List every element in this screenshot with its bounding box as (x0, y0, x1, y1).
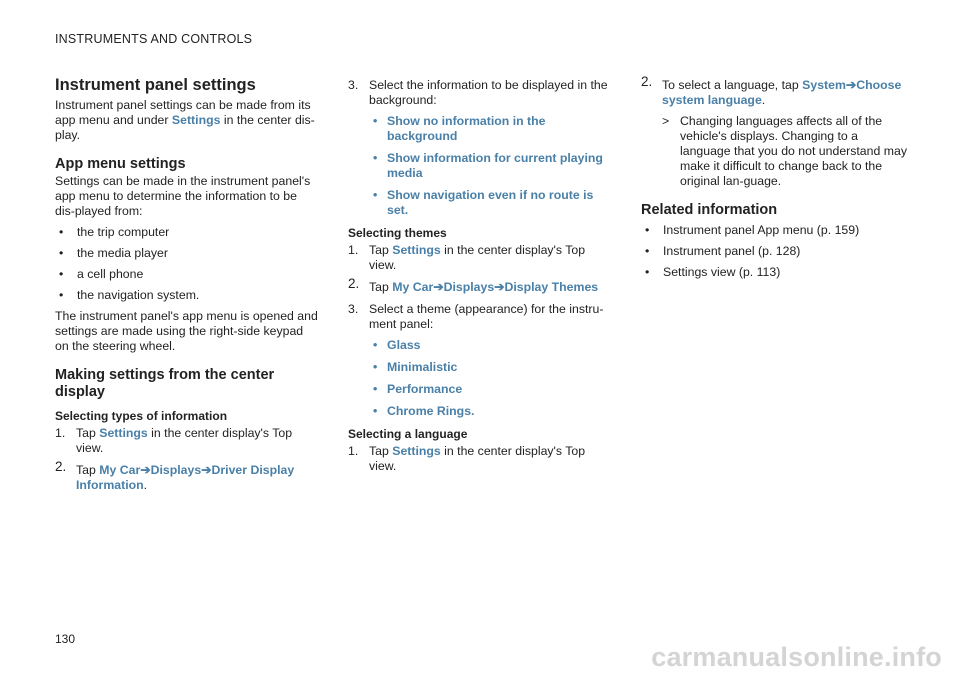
arrow-right-icon: ➔ (201, 463, 212, 477)
displays-link: Displays (150, 463, 202, 477)
related-link[interactable]: • Instrument panel (p. 128) (641, 244, 909, 259)
theme-step-1 (348, 243, 612, 273)
display-themes-link: Display Themes (504, 280, 599, 294)
step-text: To select a language, tap (662, 78, 803, 92)
settings-link: Settings (392, 444, 441, 458)
related-link[interactable]: • Instrument panel App menu (p. 159) (641, 223, 909, 238)
step-text: . (761, 93, 766, 107)
step-text: in the center display's Top view. (76, 426, 293, 455)
step-number: 1. (55, 426, 66, 440)
list-item: • Show no information in the background (369, 114, 612, 144)
intro-text-a: Instrument panel settings can be made from its app menu and under (55, 98, 311, 127)
result-note (662, 114, 909, 189)
themes-heading: Selecting themes (348, 226, 447, 240)
language-heading: Selecting a language (348, 427, 468, 441)
intro-paragraph (55, 98, 319, 143)
center-display-heading: Making settings from the center display (55, 367, 275, 400)
displays-link: Displays (443, 280, 495, 294)
step-text: Tap (369, 243, 393, 257)
step-text: . (143, 478, 148, 492)
step-text: Tap (76, 463, 100, 477)
step-number: 2. (641, 74, 653, 89)
result-marker: > (662, 114, 670, 128)
step-number: 3. (348, 78, 359, 92)
theme-step-2 (348, 276, 612, 295)
step-text: Tap (369, 444, 393, 458)
app-menu-text: Settings can be made in the instrument panel's app menu to determine the information to be dis-played from: (55, 174, 311, 218)
column-3 (641, 74, 909, 286)
theme-options (369, 338, 612, 419)
settings-link: Settings (392, 243, 441, 257)
list-item: • the trip computer (55, 225, 319, 240)
arrow-right-icon: ➔ (845, 78, 857, 92)
app-menu-note: The instrument panel's app menu is opened and settings are made using the right-side keypad on the steering wheel. (55, 309, 318, 353)
step-3 (348, 78, 612, 218)
settings-link: Settings (171, 113, 221, 127)
step-number: 1. (348, 444, 359, 458)
list-item: • Show navigation even if no route is set. (369, 188, 612, 218)
watermark: carmanualsonline.info (651, 642, 942, 672)
column-2 (348, 78, 612, 481)
step-text: Tap (369, 280, 393, 294)
page-number: 130 (55, 632, 76, 646)
background-options (369, 114, 612, 218)
running-header: INSTRUMENTS AND CONTROLS (55, 32, 253, 46)
related-information-heading: Related information (641, 202, 778, 218)
list-item: • the navigation system. (55, 288, 319, 303)
types-heading: Selecting types of information (55, 409, 228, 423)
related-list (641, 223, 909, 280)
step-1 (55, 426, 319, 456)
language-step-2 (641, 74, 909, 189)
list-item: • Chrome Rings. (369, 404, 612, 419)
page-title: Instrument panel settings (55, 76, 256, 94)
language-step-1 (348, 444, 612, 474)
app-menu-heading: App menu settings (55, 156, 186, 172)
my-car-link: My Car (392, 280, 434, 294)
column-1 (55, 76, 319, 500)
related-link[interactable]: • Settings view (p. 113) (641, 265, 909, 280)
arrow-right-icon: ➔ (494, 280, 505, 294)
list-item: • a cell phone (55, 267, 319, 282)
step-number: 2. (348, 276, 360, 291)
system-link: System (802, 78, 846, 92)
step-2 (55, 459, 319, 493)
step-text: Select a theme (appearance) for the instru-ment panel: (369, 302, 604, 331)
list-item: • Show information for current playing media (369, 151, 612, 181)
step-text: in the center display's Top view. (369, 444, 586, 473)
intro-text-b: in the center dis-play. (55, 113, 315, 142)
list-item: • Performance (369, 382, 612, 397)
result-text: Changing languages affects all of the vehicle's displays. Changing to a language that you do not understand may make it difficult to change back to the original lan-guage. (680, 114, 907, 188)
arrow-right-icon: ➔ (140, 463, 151, 477)
step-number: 2. (55, 459, 67, 474)
step-number: 1. (348, 243, 359, 257)
app-menu-list (55, 225, 319, 303)
driver-display-information-link: Driver Display Information (76, 463, 295, 492)
step-text: Select the information to be displayed in the background: (369, 78, 608, 107)
step-text: in the center display's Top view. (369, 243, 586, 272)
list-item: • the media player (55, 246, 319, 261)
list-item: • Minimalistic (369, 360, 612, 375)
my-car-link: My Car (99, 463, 141, 477)
step-text: Tap (76, 426, 100, 440)
settings-link: Settings (99, 426, 148, 440)
list-item: • Glass (369, 338, 612, 353)
arrow-right-icon: ➔ (433, 280, 444, 294)
choose-system-language-link: Choose system language (662, 78, 902, 107)
theme-step-3 (348, 302, 612, 419)
step-number: 3. (348, 302, 359, 316)
